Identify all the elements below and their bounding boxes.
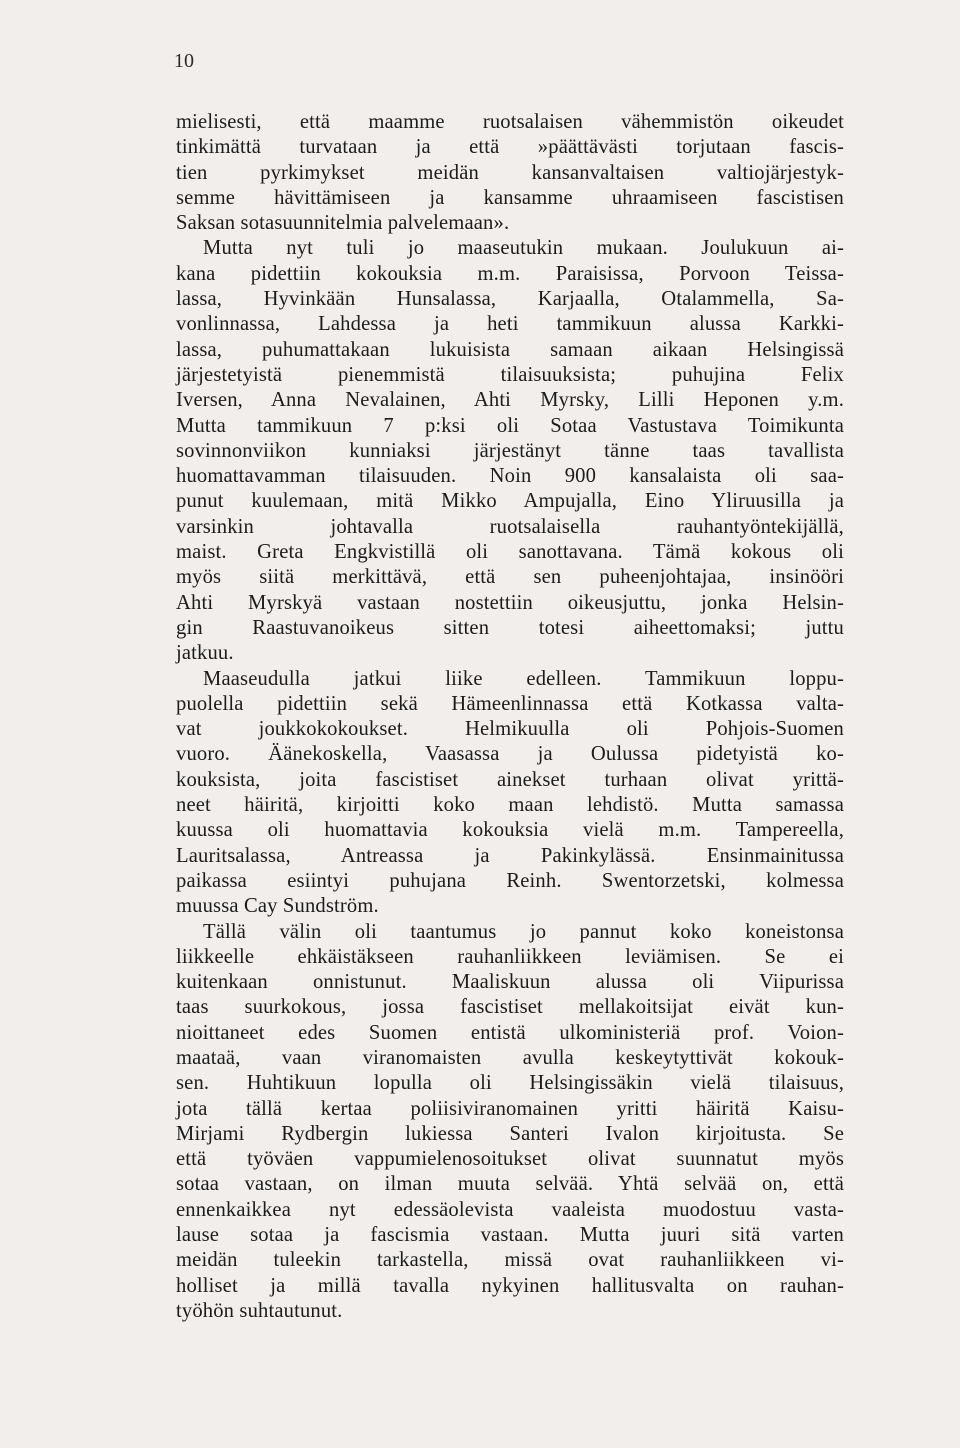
- text-line: lause sotaa ja fascismia vastaan. Mutta juuri sitä varten: [176, 1224, 844, 1247]
- text-line: punut kuulemaan, mitä Mikko Ampujalla, Eino Yliruusilla ja: [176, 490, 844, 513]
- text-line: kouksista, joita fascistiset ainekset turhaan olivat yrittä-: [176, 768, 844, 791]
- text-line: lassa, Hyvinkään Hunsalassa, Karjaalla, Otalammella, Sa-: [176, 288, 844, 311]
- text-line: semme hävittämiseen ja kansamme uhraamiseen fascistisen: [176, 186, 844, 209]
- page-number: 10: [174, 50, 194, 72]
- text-line: meidän tuleekin tarkastella, missä ovat rauhanliikkeen vi-: [176, 1249, 844, 1272]
- text-line: järjestetyistä pienemmistä tilaisuuksista; puhujina Felix: [176, 363, 844, 386]
- text-line: sen. Huhtikuun lopulla oli Helsingissäkin vielä tilaisuus,: [176, 1072, 844, 1095]
- text-line: gin Raastuvanoikeus sitten totesi aiheettomaksi; juttu: [176, 616, 844, 639]
- text-line: ennenkaikkea nyt edessäolevista vaaleista muodostuu vasta-: [176, 1198, 844, 1221]
- text-line: myös siitä merkittävä, että sen puheenjohtajaa, insinööri: [176, 566, 844, 589]
- text-line: Maaseudulla jatkui liike edelleen. Tammikuun loppu-: [203, 667, 844, 690]
- text-line: maataä, vaan viranomaisten avulla keskeytyttivät kokouk-: [176, 1046, 844, 1069]
- body-text: [176, 110, 844, 1324]
- text-line: työhön suhtautunut.: [176, 1299, 343, 1322]
- text-line: kuussa oli huomattavia kokouksia vielä m.m. Tampereella,: [176, 819, 844, 842]
- text-line: jota tällä kertaa poliisiviranomainen yritti häiritä Kaisu-: [176, 1097, 844, 1120]
- text-line: sotaa vastaan, on ilman muuta selvää. Yhtä selvää on, että: [176, 1173, 844, 1196]
- text-line: paikassa esiintyi puhujana Reinh. Swentorzetski, kolmessa: [176, 869, 844, 892]
- text-line: puolella pidettiin sekä Hämeenlinnassa että Kotkassa valta-: [176, 692, 844, 715]
- text-line: tinkimättä turvataan ja että »päättävästi torjutaan fascis-: [176, 136, 844, 159]
- text-line: Mutta nyt tuli jo maaseutukin mukaan. Joulukuun ai-: [203, 237, 844, 260]
- text-line: varsinkin johtavalla ruotsalaisella rauhantyöntekijällä,: [176, 515, 844, 538]
- text-line: maist. Greta Engkvistillä oli sanottavana. Tämä kokous oli: [176, 541, 844, 564]
- text-line: muussa Cay Sundström.: [176, 895, 379, 918]
- text-line: vat joukkokokoukset. Helmikuulla oli Pohjois-Suomen: [176, 718, 844, 741]
- text-line: että työväen vappumielenosoitukset olivat suunnatut myös: [176, 1148, 844, 1171]
- text-line: Mutta tammikuun 7 p:ksi oli Sotaa Vastustava Toimikunta: [176, 414, 844, 437]
- text-line: tien pyrkimykset meidän kansanvaltaisen valtiojärjestyk-: [176, 161, 844, 184]
- text-line: jatkuu.: [176, 642, 234, 665]
- text-line: lassa, puhumattakaan lukuisista samaan aikaan Helsingissä: [176, 338, 844, 361]
- text-line: Lauritsalassa, Antreassa ja Pakinkylässä. Ensinmainitussa: [176, 844, 844, 867]
- text-line: vuoro. Äänekoskella, Vaasassa ja Oulussa pidetyistä ko-: [176, 743, 844, 766]
- text-line: vonlinnassa, Lahdessa ja heti tammikuun alussa Karkki-: [176, 313, 844, 336]
- text-line: nioittaneet edes Suomen entistä ulkoministeriä prof. Voion-: [176, 1021, 844, 1044]
- text-line: holliset ja millä tavalla nykyinen hallitusvalta on rauhan-: [176, 1274, 844, 1297]
- text-line: kana pidettiin kokouksia m.m. Paraisissa, Porvoon Teissa-: [176, 262, 844, 285]
- text-line: Tällä välin oli taantumus jo pannut koko koneistonsa: [203, 920, 844, 943]
- text-line: taas suurkokous, jossa fascistiset mellakoitsijat eivät kun-: [176, 996, 844, 1019]
- text-line: sovinnonviikon kunniaksi järjestänyt tänne taas tavallista: [176, 439, 844, 462]
- text-line: Saksan sotasuunnitelmia palvelemaan».: [176, 212, 510, 235]
- text-line: Mirjami Rydbergin lukiessa Santeri Ivalon kirjoitusta. Se: [176, 1122, 844, 1145]
- text-line: mielisesti, että maamme ruotsalaisen vähemmistön oikeudet: [176, 111, 844, 133]
- text-line: liikkeelle ehkäistäkseen rauhanliikkeen leviämisen. Se ei: [176, 945, 844, 968]
- text-line: Ahti Myrskyä vastaan nostettiin oikeusjuttu, jonka Helsin-: [176, 591, 844, 614]
- text-line: kuitenkaan onnistunut. Maaliskuun alussa oli Viipurissa: [176, 971, 844, 994]
- text-line: neet häiritä, kirjoitti koko maan lehdistö. Mutta samassa: [176, 794, 844, 817]
- text-line: huomattavamman tilaisuuden. Noin 900 kansalaista oli saa-: [176, 465, 844, 488]
- text-line: Iversen, Anna Nevalainen, Ahti Myrsky, Lilli Heponen y.m.: [176, 389, 844, 412]
